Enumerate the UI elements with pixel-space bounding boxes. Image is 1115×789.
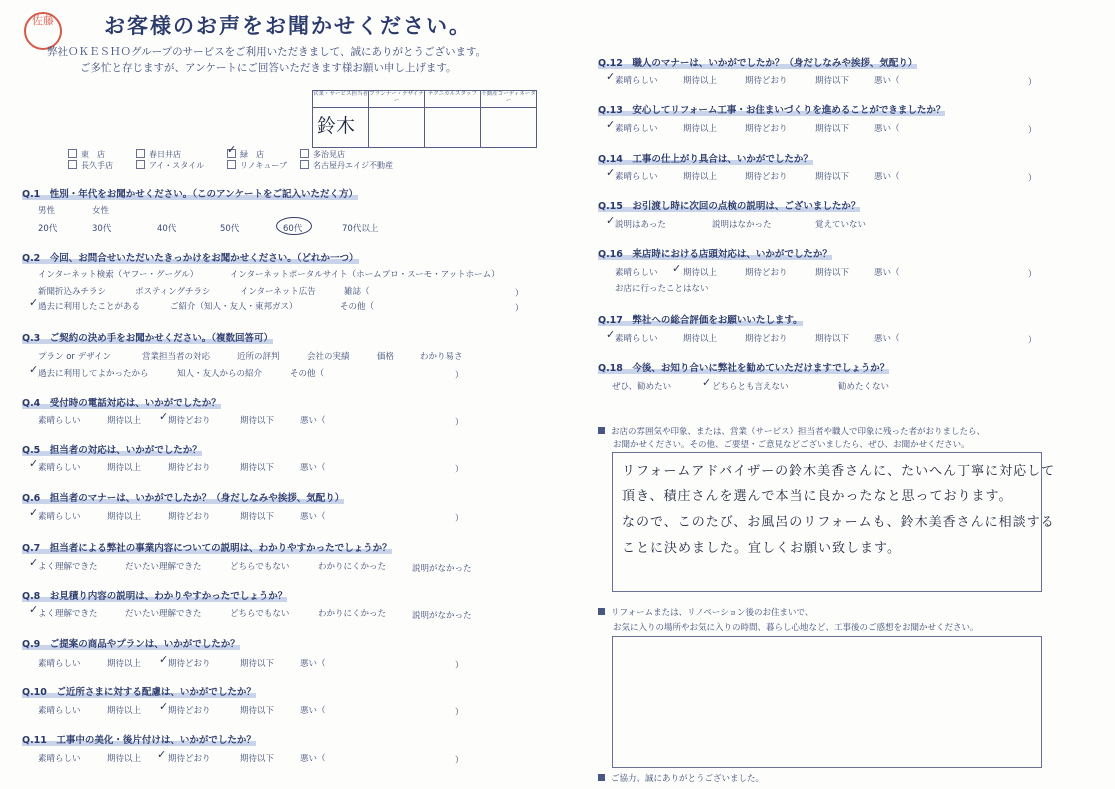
q1-female[interactable]: 女性 bbox=[92, 206, 110, 216]
q15-opt-not-explained[interactable]: 説明はなかった bbox=[712, 220, 772, 230]
q6-opt-below[interactable]: 期待以下 bbox=[240, 512, 275, 522]
staff-table bbox=[312, 90, 537, 148]
q10-bad-close: ） bbox=[455, 708, 464, 718]
q12-opt-excellent-selected[interactable]: 素晴らしい bbox=[615, 76, 658, 86]
staff-col-sales: 営業・サービス担当者 bbox=[313, 91, 368, 108]
q13-opt-below[interactable]: 期待以下 bbox=[815, 124, 850, 134]
q6-opt-expected[interactable]: 期待どおり bbox=[168, 512, 211, 522]
q10-opt-excellent[interactable]: 素晴らしい bbox=[38, 706, 81, 716]
store-option[interactable]: 多治見店 bbox=[300, 149, 345, 160]
q4-opt-above[interactable]: 期待以上 bbox=[107, 416, 142, 426]
check-mark-icon: ✓ bbox=[29, 363, 39, 376]
q1-male[interactable]: 男性 bbox=[38, 206, 56, 216]
checkbox-icon bbox=[300, 149, 309, 158]
section-bullet-icon bbox=[598, 774, 605, 781]
q4-label: Q.4 受付時の電話対応は、いかがでしたか？ bbox=[22, 398, 221, 409]
check-mark-icon: ✓ bbox=[606, 214, 616, 227]
q3-opt-price[interactable]: 価格 bbox=[377, 352, 395, 362]
staff-realestate-name[interactable] bbox=[481, 108, 536, 147]
comment2-prompt-1: リフォームまたは、リノベーション後のお住まいで、 bbox=[598, 606, 813, 618]
q16-label: Q.16 来店時における店頭対応は、いかがでしたか？ bbox=[598, 249, 832, 260]
q13-opt-bad[interactable]: 悪い（ bbox=[874, 124, 900, 134]
staff-col-planner: プランナー・デザイナー bbox=[369, 91, 424, 108]
section-bullet-icon bbox=[598, 427, 605, 434]
comment1-prompt-1: お店の雰囲気や印象、または、営業（サービス）担当者や職人で印象に残った者がおりましたら、 bbox=[598, 425, 985, 437]
q9-opt-above[interactable]: 期待以上 bbox=[107, 659, 142, 669]
q12-opt-above[interactable]: 期待以上 bbox=[683, 76, 718, 86]
q3-other-close: ） bbox=[455, 371, 464, 381]
q2-opt-other[interactable]: その他（ bbox=[340, 302, 375, 312]
check-mark-icon: ✓ bbox=[29, 506, 39, 519]
q9-bad-close: ） bbox=[455, 661, 464, 671]
check-mark-icon: ✓ bbox=[159, 700, 169, 713]
q5-bad-close: ） bbox=[455, 465, 464, 475]
q15-label: Q.15 お引渡し時に次回の点検の説明は、ございましたか？ bbox=[598, 201, 861, 212]
q13-opt-excellent-selected[interactable]: 素晴らしい bbox=[615, 124, 658, 134]
q13-label: Q.13 安心してリフォーム工事・お住まいづくりを進めることができましたか？ bbox=[598, 105, 946, 116]
q11-opt-below[interactable]: 期待以下 bbox=[240, 754, 275, 764]
q6-bad-close: ） bbox=[455, 514, 464, 524]
q15-opt-not-remember[interactable]: 覚えていない bbox=[815, 220, 867, 230]
q17-label: Q.17 弊社への総合評価をお願いいたします。 bbox=[598, 315, 803, 326]
q13-bad-close: ） bbox=[1028, 126, 1037, 136]
q17-opt-above[interactable]: 期待以上 bbox=[683, 334, 718, 344]
comment2-box[interactable] bbox=[612, 636, 1042, 768]
check-mark-icon: ✓ bbox=[157, 748, 167, 761]
q17-bad-close: ） bbox=[1028, 336, 1037, 346]
checkbox-icon bbox=[300, 160, 309, 169]
q12-opt-expected[interactable]: 期待どおり bbox=[745, 76, 788, 86]
intro-line-1: 弊社ＯＫＥＳＨＯグループのサービスをご利用いただきまして、誠にありがとうございます。 bbox=[47, 46, 487, 58]
q11-label: Q.11 工事中の美化・後片付けは、いかがでしたか？ bbox=[22, 735, 256, 746]
q8-opt-unclear[interactable]: わかりにくかった bbox=[318, 609, 387, 619]
q10-label: Q.10 ご近所さまに対する配慮は、いかがでしたか？ bbox=[22, 687, 256, 698]
q9-opt-bad[interactable]: 悪い（ bbox=[300, 659, 326, 669]
q1-label: Q.1 性別・年代をお聞かせください。（このアンケートをご記入いただく方） bbox=[22, 189, 358, 200]
q6-opt-excellent-selected[interactable]: 素晴らしい bbox=[38, 512, 81, 522]
q4-opt-below[interactable]: 期待以下 bbox=[240, 416, 275, 426]
check-mark-icon: ✓ bbox=[672, 262, 682, 275]
q5-label: Q.5 担当者の対応は、いかがでしたか？ bbox=[22, 445, 202, 456]
q7-label: Q.7 担当者による弊社の事業内容についての説明は、わかりやすかったでしょうか？ bbox=[22, 543, 392, 554]
q3-opt-past-selected[interactable]: 過去に利用してよかったから bbox=[38, 369, 149, 379]
q18-label: Q.18 今後、お知り合いに弊社を勧めていただけますでしょうか？ bbox=[598, 363, 890, 374]
q18-opt-not-recommend[interactable]: 勧めたくない bbox=[838, 382, 890, 392]
check-mark-icon: ✓ bbox=[702, 376, 712, 389]
q7-opt-unclear[interactable]: わかりにくかった bbox=[318, 562, 387, 572]
checked-checkbox-icon: ✓ bbox=[227, 143, 237, 156]
q14-bad-close: ） bbox=[1028, 174, 1037, 184]
q3-opt-plan[interactable]: プラン or デザイン bbox=[38, 352, 112, 362]
selection-circle-icon bbox=[276, 217, 312, 235]
q10-opt-expected-selected[interactable]: 期待どおり bbox=[168, 706, 211, 716]
check-mark-icon: ✓ bbox=[159, 653, 169, 666]
q8-opt-neutral[interactable]: どちらでもない bbox=[230, 609, 290, 619]
q6-label: Q.6 担当者のマナーは、いかがでしたか？（身だしなみや挨拶、気配り） bbox=[22, 493, 345, 504]
q3-opt-clarity[interactable]: わかり易さ bbox=[420, 352, 463, 362]
q6-opt-above[interactable]: 期待以上 bbox=[107, 512, 142, 522]
q18-opt-recommend[interactable]: ぜひ、勧めたい bbox=[612, 382, 672, 392]
q2-opt-posting[interactable]: ポスティングチラシ bbox=[135, 287, 211, 297]
q3-label: Q.3 ご契約の決め手をお聞かせください。（複数回答可） bbox=[22, 333, 274, 344]
staff-col-technical: テクニカルスタッフ bbox=[425, 91, 480, 108]
q16-opt-excellent[interactable]: 素晴らしい bbox=[615, 268, 658, 278]
q7-opt-mostly[interactable]: だいたい理解できた bbox=[125, 562, 202, 572]
check-mark-icon: ✓ bbox=[29, 556, 39, 569]
q16-opt-expected[interactable]: 期待どおり bbox=[745, 268, 788, 278]
q12-opt-below[interactable]: 期待以下 bbox=[815, 76, 850, 86]
q5-opt-expected[interactable]: 期待どおり bbox=[168, 463, 211, 473]
q11-bad-close: ） bbox=[455, 756, 464, 766]
q16-opt-below[interactable]: 期待以下 bbox=[815, 268, 850, 278]
q8-opt-well-selected[interactable]: よく理解できた bbox=[38, 609, 98, 619]
check-mark-icon: ✓ bbox=[606, 328, 616, 341]
q2-opt-ad[interactable]: インターネット広告 bbox=[240, 287, 316, 297]
q10-opt-above[interactable]: 期待以上 bbox=[107, 706, 142, 716]
q3-opt-friend[interactable]: 知人・友人からの紹介 bbox=[177, 369, 263, 379]
q2-magazine-close: ） bbox=[515, 289, 524, 299]
q11-opt-expected-selected[interactable]: 期待どおり bbox=[168, 754, 211, 764]
q14-opt-above[interactable]: 期待以上 bbox=[683, 172, 718, 182]
q6-opt-bad[interactable]: 悪い（ bbox=[300, 512, 326, 522]
q3-opt-sales[interactable]: 営業担当者の対応 bbox=[142, 352, 211, 362]
q3-opt-other[interactable]: その他（ bbox=[290, 369, 325, 379]
check-mark-icon: ✓ bbox=[606, 70, 616, 83]
comment1-line-1: リフォームアドバイザーの鈴木美香さんに、たいへん丁寧に対応して bbox=[622, 464, 1056, 479]
store-option[interactable]: 長久手店 bbox=[68, 160, 113, 171]
q13-opt-expected[interactable]: 期待どおり bbox=[745, 124, 788, 134]
q9-opt-expected-selected[interactable]: 期待どおり bbox=[168, 659, 211, 669]
store-option[interactable]: 春日井店 bbox=[136, 149, 181, 160]
q10-opt-below[interactable]: 期待以下 bbox=[240, 706, 275, 716]
seal-stamp: 佐藤 bbox=[24, 12, 62, 50]
q12-opt-bad[interactable]: 悪い（ bbox=[874, 76, 900, 86]
q8-opt-none[interactable]: 説明がなかった bbox=[412, 611, 472, 621]
q2-label: Q.2 今回、お問合せいただいたきっかけをお聞かせください。（どれか一つ） bbox=[22, 253, 359, 264]
q13-opt-above[interactable]: 期待以上 bbox=[683, 124, 718, 134]
checkbox-icon bbox=[227, 160, 236, 169]
store-option[interactable]: 名古屋丹エイジ不動産 bbox=[300, 160, 393, 171]
check-mark-icon: ✓ bbox=[29, 603, 39, 616]
q11-opt-above[interactable]: 期待以上 bbox=[107, 754, 142, 764]
comment1-line-4: ことに決めました。宜しくお願い致します。 bbox=[622, 541, 901, 556]
checkbox-icon bbox=[136, 149, 145, 158]
q16-opt-never-visited[interactable]: お店に行ったことはない bbox=[615, 284, 709, 294]
q14-opt-excellent-selected[interactable]: 素晴らしい bbox=[615, 172, 658, 182]
check-mark-icon: ✓ bbox=[159, 410, 169, 423]
q8-label: Q.8 お見積り内容の説明は、わかりやすかったでしょうか？ bbox=[22, 591, 288, 602]
footer-thanks: ご協力、誠にありがとうございました。 bbox=[598, 772, 764, 784]
q4-opt-expected-selected[interactable]: 期待どおり bbox=[168, 416, 211, 426]
q16-opt-above-selected[interactable]: 期待以上 bbox=[683, 268, 718, 278]
q17-opt-excellent-selected[interactable]: 素晴らしい bbox=[615, 334, 658, 344]
q2-opt-referral[interactable]: ご紹介（知人・友人・東邦ガス） bbox=[170, 302, 298, 312]
q2-opt-newspaper[interactable]: 新聞折込みチラシ bbox=[38, 287, 107, 297]
q2-opt-magazine[interactable]: 雑誌（ bbox=[344, 287, 370, 297]
check-mark-icon: ✓ bbox=[29, 296, 39, 309]
store-option[interactable]: リノキューブ bbox=[227, 160, 287, 171]
store-option[interactable]: 東 店 bbox=[68, 149, 105, 160]
checkbox-icon bbox=[136, 160, 145, 169]
staff-col-realestate: 不動産コーディネーター bbox=[481, 91, 536, 108]
staff-technical-name[interactable] bbox=[425, 108, 480, 147]
checkbox-icon bbox=[68, 160, 77, 169]
q16-bad-close: ） bbox=[1028, 270, 1037, 280]
q3-opt-record[interactable]: 会社の実績 bbox=[307, 352, 350, 362]
q5-opt-bad[interactable]: 悪い（ bbox=[300, 463, 326, 473]
q18-opt-neutral-selected[interactable]: どちらとも言えない bbox=[712, 382, 789, 392]
q7-opt-neutral[interactable]: どちらでもない bbox=[230, 562, 290, 572]
q11-opt-excellent[interactable]: 素晴らしい bbox=[38, 754, 81, 764]
q1-age-30[interactable]: 30代 bbox=[92, 224, 112, 234]
q17-opt-below[interactable]: 期待以下 bbox=[815, 334, 850, 344]
q1-age-60-selected[interactable]: 60代 bbox=[283, 224, 303, 234]
q12-label: Q.12 職人のマナーは、いかがでしたか？（身だしなみや挨拶、気配り） bbox=[598, 58, 918, 69]
comment1-line-3: なので、このたび、お風呂のリフォームも、鈴木美香さんに相談する bbox=[622, 515, 1055, 530]
form-title: お客様のお声をお聞かせください。 bbox=[104, 14, 472, 38]
staff-sales-name[interactable]: 鈴木 bbox=[317, 115, 356, 137]
q11-opt-bad[interactable]: 悪い（ bbox=[300, 754, 326, 764]
q4-bad-close: ） bbox=[455, 418, 464, 428]
store-option-checked[interactable]: ✓ 緑 店 bbox=[227, 143, 264, 159]
q2-opt-search[interactable]: インターネット検索（ヤフー・グーグル） bbox=[38, 270, 199, 280]
q14-opt-expected[interactable]: 期待どおり bbox=[745, 172, 788, 182]
comment1-prompt-2: お聞かせください。その他、ご要望・ご意見などございましたら、ぜひ、お聞かせください。 bbox=[613, 440, 970, 450]
q14-label: Q.14 工事の仕上がり具合は、いかがでしたか？ bbox=[598, 154, 813, 165]
q15-opt-explained-selected[interactable]: 説明はあった bbox=[615, 220, 666, 230]
q7-opt-none[interactable]: 説明がなかった bbox=[412, 564, 472, 574]
q17-opt-expected[interactable]: 期待どおり bbox=[745, 334, 788, 344]
q8-opt-mostly[interactable]: だいたい理解できた bbox=[125, 609, 202, 619]
q5-opt-excellent-selected[interactable]: 素晴らしい bbox=[38, 463, 81, 473]
q10-opt-bad[interactable]: 悪い（ bbox=[300, 706, 326, 716]
q2-opt-past-selected[interactable]: 過去に利用したことがある bbox=[38, 302, 141, 312]
q4-opt-excellent[interactable]: 素晴らしい bbox=[38, 416, 81, 426]
q1-age-40[interactable]: 40代 bbox=[157, 224, 177, 234]
intro-line-2: ご多忙と存じますが、アンケートにご回答いただきます様お願い申し上げます。 bbox=[80, 62, 457, 74]
q4-opt-bad[interactable]: 悪い（ bbox=[300, 416, 326, 426]
comment1-line-2: 頂き、積庄さんを選んで本当に良かったなと思っております。 bbox=[622, 489, 1013, 504]
q16-opt-bad[interactable]: 悪い（ bbox=[874, 268, 900, 278]
q1-age-20[interactable]: 20代 bbox=[38, 224, 58, 234]
check-mark-icon: ✓ bbox=[29, 457, 39, 470]
q7-opt-well-selected[interactable]: よく理解できた bbox=[38, 562, 98, 572]
section-bullet-icon bbox=[598, 608, 605, 615]
staff-planner-name[interactable] bbox=[369, 108, 424, 147]
q14-opt-below[interactable]: 期待以下 bbox=[815, 172, 850, 182]
q17-opt-bad[interactable]: 悪い（ bbox=[874, 334, 900, 344]
q9-opt-below[interactable]: 期待以下 bbox=[240, 659, 275, 669]
q1-age-50[interactable]: 50代 bbox=[220, 224, 240, 234]
q5-opt-below[interactable]: 期待以下 bbox=[240, 463, 275, 473]
q9-label: Q.9 ご提案の商品やプランは、いかがでしたか？ bbox=[22, 639, 240, 650]
store-option[interactable]: アイ・スタイル bbox=[136, 160, 204, 171]
check-mark-icon: ✓ bbox=[606, 118, 616, 131]
q12-bad-close: ） bbox=[1028, 78, 1037, 88]
q1-age-70[interactable]: 70代以上 bbox=[342, 224, 379, 234]
q9-opt-excellent[interactable]: 素晴らしい bbox=[38, 659, 81, 669]
comment2-prompt-2: お気に入りの場所やお気に入りの時間、暮らし心地など、工事後のご感想をお聞かせください。 bbox=[613, 623, 979, 633]
check-mark-icon: ✓ bbox=[606, 166, 616, 179]
checkbox-icon bbox=[68, 149, 77, 158]
q2-opt-portal[interactable]: インターネットポータルサイト（ホームプロ・スーモ・アットホーム） bbox=[230, 270, 500, 280]
q2-other-close: ） bbox=[515, 304, 524, 314]
q3-opt-reputation[interactable]: 近所の評判 bbox=[237, 352, 280, 362]
q14-opt-bad[interactable]: 悪い（ bbox=[874, 172, 900, 182]
q5-opt-above[interactable]: 期待以上 bbox=[107, 463, 142, 473]
